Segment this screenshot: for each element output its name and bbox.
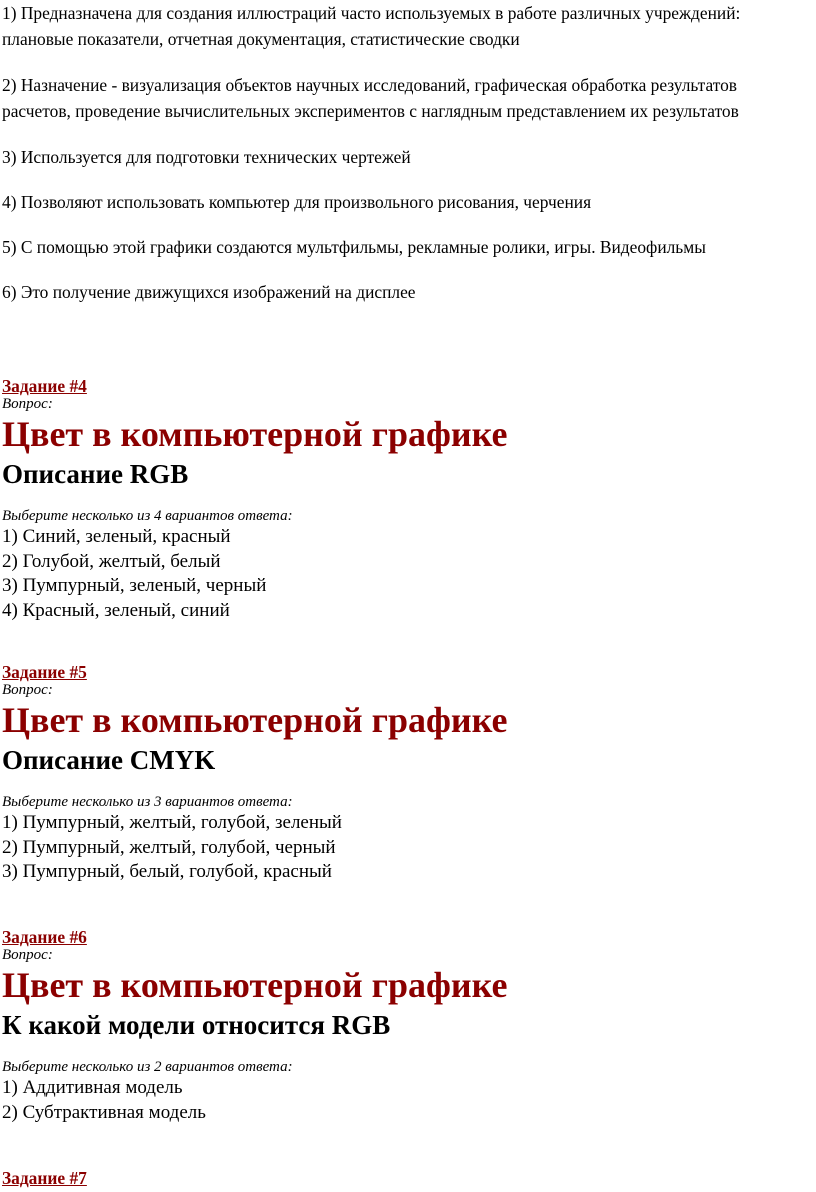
answer-option: 1) Пумпурный, желтый, голубой, зеленый	[2, 812, 342, 833]
answer-instruction: Выберите несколько из 4 вариантов ответа:	[2, 508, 293, 524]
question-label: Вопрос:	[2, 682, 53, 698]
question-topic: Цвет в компьютерной графике	[2, 414, 508, 454]
answer-option: 2) Голубой, желтый, белый	[2, 550, 221, 572]
question-title: Описание CMYK	[2, 745, 216, 775]
question-topic: Цвет в компьютерной графике	[2, 700, 508, 740]
answer-option: 1) Синий, зеленый, красный	[2, 526, 231, 547]
task-6	[2, 927, 810, 1125]
task-6-link[interactable]: Задание #6	[2, 927, 87, 947]
task-4-link[interactable]: Задание #4	[2, 376, 87, 396]
question-label: Вопрос:	[2, 947, 53, 963]
answer-option: 2) Пумпурный, желтый, голубой, черный	[2, 836, 336, 858]
question-title: К какой модели относится RGB	[2, 1010, 391, 1040]
task-5	[2, 662, 810, 885]
answer-option: 4) Красный, зеленый, синий	[2, 599, 230, 621]
answer-option: 3) Пумпурный, зеленый, черный	[2, 575, 267, 596]
question-topic: Цвет в компьютерной графике	[2, 965, 508, 1005]
task-4	[2, 376, 810, 623]
task-7-link[interactable]: Задание #7	[2, 1168, 87, 1188]
answer-option: 3) Пумпурный, белый, голубой, красный	[2, 861, 332, 882]
answer-instruction: Выберите несколько из 3 вариантов ответа:	[2, 794, 293, 810]
question-label: Вопрос:	[2, 396, 53, 412]
intro-item: 3) Используется для подготовки технических чертежей	[2, 147, 411, 167]
answer-option: 1) Аддитивная модель	[2, 1077, 183, 1098]
intro-item: 4) Позволяют использовать компьютер для произвольного рисования, черчения	[2, 192, 592, 212]
intro-answer-list	[2, 0, 810, 324]
intro-item: 2) Назначение - визуализация объектов научных исследований, графическая обработка результатов расчетов, проведение вычислительных экспериментов с наглядным представлением их результатов	[2, 75, 739, 121]
question-title: Описание RGB	[2, 459, 189, 489]
answer-instruction: Выберите несколько из 2 вариантов ответа:	[2, 1059, 293, 1075]
answer-option: 2) Субтрактивная модель	[2, 1101, 206, 1123]
intro-item: 1) Предназначена для создания иллюстраций часто используемых в работе различных учреждений: плановые показатели, отчетная документация, статистические сводки	[2, 3, 741, 49]
intro-item: 6) Это получение движущихся изображений на дисплее	[2, 282, 416, 302]
intro-item: 5) С помощью этой графики создаются мультфильмы, рекламные ролики, игры. Видеофильмы	[2, 237, 706, 257]
task-5-link[interactable]: Задание #5	[2, 662, 87, 682]
